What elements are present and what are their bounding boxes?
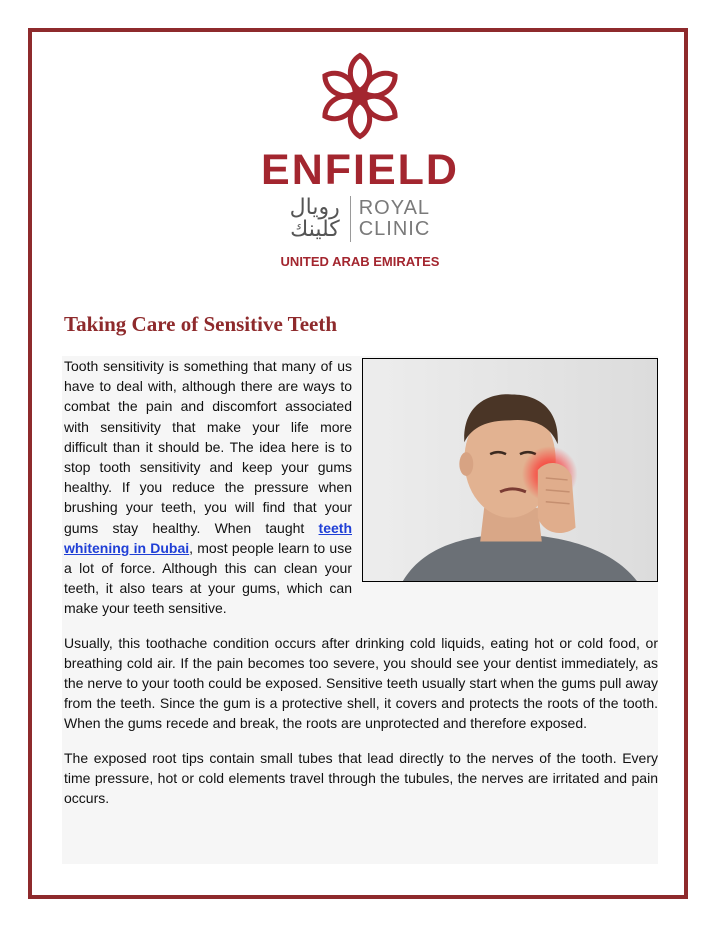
royal-line-1: ROYAL: [358, 197, 431, 219]
arabic-line-1: رويال: [289, 195, 340, 220]
clinic-logo: [0, 50, 720, 269]
floral-lotus-icon: [314, 50, 406, 142]
teeth-whitening-link[interactable]: teeth whitening in Dubai: [64, 519, 352, 556]
article-title: Taking Care of Sensitive Teeth: [64, 312, 338, 336]
paragraph-1-text: Tooth sensitivity is something that many of us have to deal with, although there are ways to combat the pain and discomfort associated with sensitivity that make your life more difficult than it should be. The idea here is to stop tooth sensitivity and keep your gums healthy. If you reduce the pressure when brushing your teeth, you will find that your gums stay healthy. When taught: [64, 358, 352, 536]
brand-subtitle: [0, 196, 720, 242]
royal-line-2: CLINIC: [358, 218, 431, 240]
paragraph-3: The exposed root tips contain small tubes that lead directly to the nerves of the tooth. Every time pressure, hot or cold elements travel through the tubules, the nerves are irritated and pain occurs.: [64, 749, 658, 807]
paragraph-2: Usually, this toothache condition occurs after drinking cold liquids, eating hot or cold food, or breathing cold air. If the pain becomes too severe, you should see your dentist immediately, as the nerve to your tooth could be exposed. Sensitive teeth usually start when the gums pull away from the teeth. Since the gum is a protective shell, it covers and protects the roots of the tooth. When the gums recede and break, the roots are unprotected and therefore exposed.: [64, 634, 658, 732]
article-body: [62, 356, 658, 864]
man-toothache-photo: [362, 358, 658, 582]
royal-clinic-label: [351, 198, 431, 240]
paragraph-1-text-end: , most people learn to use a lot of force. Although this can clean your teeth, it also tears at your gums, which can make your teeth sensitive.: [64, 539, 352, 617]
arabic-name: [290, 197, 350, 241]
arabic-line-2: كلينك: [290, 217, 340, 242]
brand-name: ENFIELD: [261, 146, 459, 194]
location-label: UNITED ARAB EMIRATES: [280, 254, 440, 269]
